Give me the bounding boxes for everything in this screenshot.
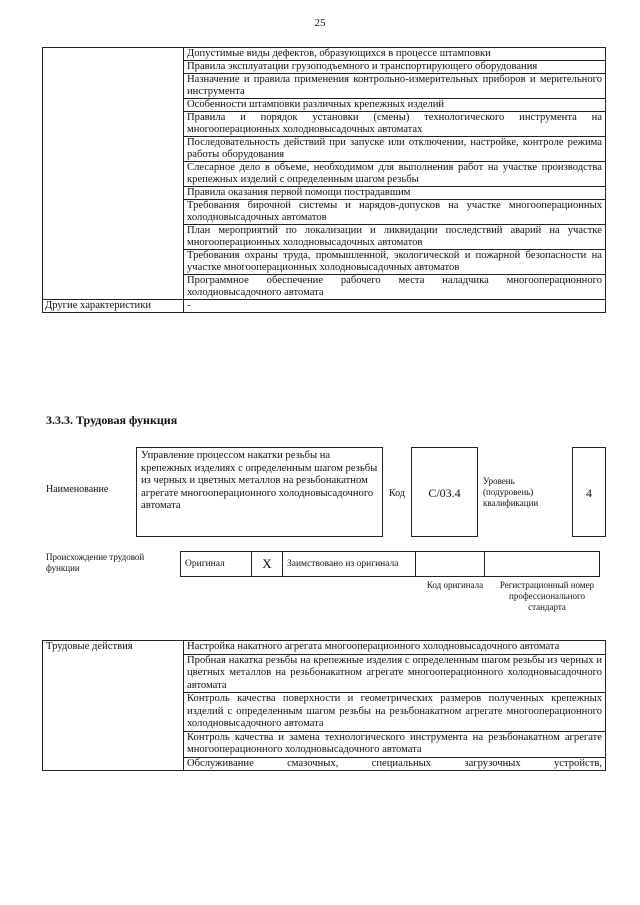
reg-number-caption: Регистрационный номер профессионального стандарта [499,580,595,612]
table-cell: Настройка накатного агрегата многооперационного холодновысадочного автомата [184,641,606,655]
table-row [43,300,606,313]
code-original-cell [416,552,485,577]
table-cell: Особенности штамповки различных крепежных изделий [184,99,606,112]
table-cell: Программное обеспечение рабочего места наладчика многооперационного холодновысадочного автомата [184,275,606,300]
table-cell: Обслуживание смазочных, специальных загрузочных устройств, [184,757,606,771]
table-row [43,641,606,655]
table-cell: План мероприятий по локализации и ликвидации последствий аварий на участке многооперационных холодновысадочных автоматов [184,225,606,250]
origin-table [180,551,600,577]
table-cell: Правила оказания первой помощи пострадавшим [184,187,606,200]
function-name-box: Управление процессом накатки резьбы на крепежных изделиях с определенным шагом резьбы из черных и цветных металлов на резьбонакатном агрегате многооперационного холодновысадочного автомата [136,447,383,537]
level-label: Уровень (подуровень) квалификации [483,476,539,508]
origin-label: Происхождение трудовой функции [46,552,145,573]
table-cell: Правила и порядок установки (смены) технологического инструмента на многооперационных холодновысадочных автоматах [184,112,606,137]
reg-number-cell [485,552,600,577]
function-code-box: С/03.4 [411,447,478,537]
page-number: 25 [314,17,326,29]
section-title: 3.3.3. Трудовая функция [46,413,178,427]
table-row [43,48,606,61]
borrowed-label-cell: Заимствовано из оригинала [283,552,416,577]
name-label: Наименование [46,484,109,495]
other-characteristics-label: Другие характеристики [43,300,184,313]
table-cell: Допустимые виды дефектов, образующихся в процессе штамповки [184,48,606,61]
table-cell: Правила эксплуатации грузоподъемного и транспортирующего оборудования [184,61,606,74]
other-characteristics-value: - [184,300,606,313]
labor-actions-table [42,640,606,771]
knowledge-label-cell [43,48,184,300]
table-cell: Пробная накатка резьбы на крепежные изделия с определенным шагом резьбы из черных и цветных металлов на резьбонакатном агрегате многооперационного холодновысадочного автомата [184,654,606,693]
table-cell: Требования бирочной системы и нарядов-допусков на участке многооперационных холодновысадочных автоматов [184,200,606,225]
labor-actions-label: Трудовые действия [43,641,184,771]
table-row [181,552,600,577]
table-cell: Слесарное дело в объеме, необходимом для выполнения работ на участке производства крепежных изделий с определенным шагом резьбы [184,162,606,187]
level-value-box: 4 [572,447,606,537]
original-label-cell: Оригинал [181,552,252,577]
table-cell: Контроль качества поверхности и геометрических размеров полученных крепежных изделий с определенным шагом резьбы на резьбонакатном агрегате многооперационного холодновысадочного автомата [184,693,606,732]
original-mark-cell: X [252,552,283,577]
table-cell: Назначение и правила применения контрольно-измерительных приборов и мерительного инструмента [184,74,606,99]
code-original-caption: Код оригинала [426,580,484,590]
knowledge-table [42,47,606,313]
table-cell: Требования охраны труда, промышленной, экологической и пожарной безопасности на участке многооперационных холодновысадочных автоматов [184,250,606,275]
code-label: Код [389,488,405,499]
table-cell: Последовательность действий при запуске или отключении, настройке, контроле режима работы оборудования [184,137,606,162]
table-cell: Контроль качества и замена технологического инструмента на резьбонакатном агрегате многооперационного холодновысадочного автомата [184,731,606,757]
